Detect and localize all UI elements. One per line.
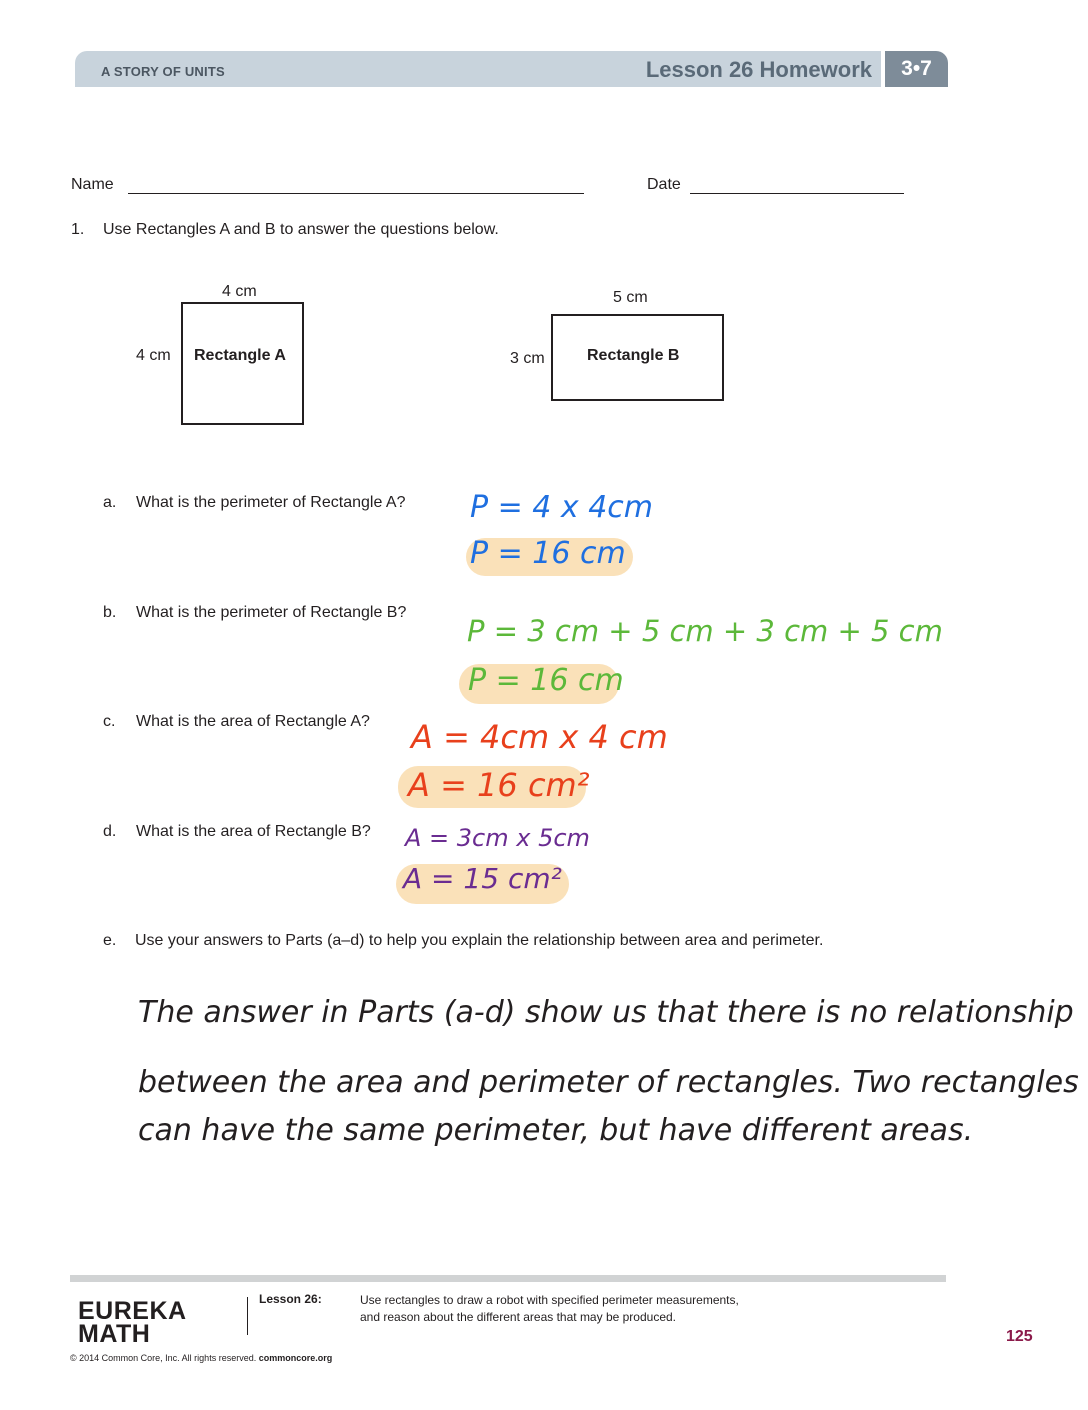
part-d-question: What is the area of Rectangle B? <box>136 823 371 840</box>
part-d-answer: A = 15 cm² <box>403 862 562 895</box>
part-a-work: P = 4 x 4cm <box>470 490 654 525</box>
name-field[interactable] <box>128 193 584 194</box>
name-label: Name <box>71 176 114 193</box>
logo-line-2: MATH <box>78 1320 151 1348</box>
part-d-work: A = 3cm x 5cm <box>405 824 590 852</box>
question-number: 1. <box>71 221 85 238</box>
rectangle-b-label: Rectangle B <box>587 347 680 364</box>
footer-lesson-description: Use rectangles to draw a robot with specified perimeter measurements, and reason about the different areas that may be produced. <box>360 1293 739 1324</box>
grade-module-badge: 3•7 <box>885 51 948 87</box>
rect-b-side-dimension: 3 cm <box>510 350 545 367</box>
explanation-line-2: between the area and perimeter of rectangles. Two rectangles <box>138 1065 1079 1100</box>
lesson-title: Lesson 26 Homework <box>645 57 872 82</box>
rect-a-top-dimension: 4 cm <box>222 283 257 300</box>
date-label: Date <box>647 176 681 193</box>
page-number: 125 <box>1006 1328 1033 1345</box>
series-title: A STORY OF UNITS <box>101 64 225 79</box>
part-c-work: A = 4cm x 4 cm <box>411 718 668 756</box>
part-d-letter: d. <box>103 823 117 840</box>
part-a-answer: P = 16 cm <box>470 536 626 571</box>
question-prompt: Use Rectangles A and B to answer the questions below. <box>103 221 499 238</box>
part-b-question: What is the perimeter of Rectangle B? <box>136 604 407 621</box>
part-e-letter: e. <box>103 932 117 949</box>
copyright-text: © 2014 Common Core, Inc. All rights reserved. <box>70 1353 257 1363</box>
rectangle-a-label: Rectangle A <box>194 347 286 364</box>
part-b-letter: b. <box>103 604 117 621</box>
footer-lesson-label: Lesson 26: <box>259 1292 322 1306</box>
rect-b-top-dimension: 5 cm <box>613 289 648 306</box>
part-c-question: What is the area of Rectangle A? <box>136 713 370 730</box>
part-b-work: P = 3 cm + 5 cm + 3 cm + 5 cm <box>467 614 943 648</box>
part-a-question: What is the perimeter of Rectangle A? <box>136 494 406 511</box>
rect-a-side-dimension: 4 cm <box>136 347 171 364</box>
part-c-letter: c. <box>103 713 116 730</box>
part-e-question: Use your answers to Parts (a–d) to help you explain the relationship between area and perimeter. <box>135 932 824 949</box>
part-b-answer: P = 16 cm <box>468 663 624 698</box>
copyright-site: commoncore.org <box>258 1353 333 1363</box>
explanation-line-3: can have the same perimeter, but have different areas. <box>138 1113 974 1148</box>
copyright <box>70 1353 332 1363</box>
footer-divider <box>247 1297 248 1335</box>
footer-rule <box>70 1275 946 1282</box>
explanation-line-1: The answer in Parts (a-d) show us that there is no relationship <box>138 995 1074 1030</box>
part-a-letter: a. <box>103 494 117 511</box>
part-c-answer: A = 16 cm² <box>408 766 590 804</box>
date-field[interactable] <box>690 193 904 194</box>
eureka-math-logo <box>78 1297 187 1348</box>
logo-line-1: EUREKA <box>78 1297 187 1325</box>
